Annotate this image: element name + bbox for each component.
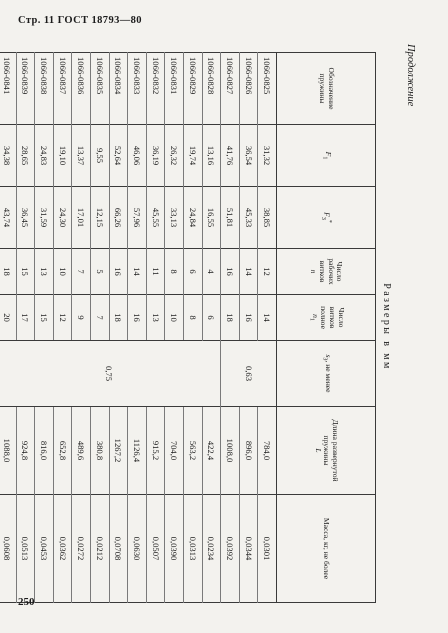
cell-s3-group: 0,63 [221, 341, 277, 407]
cell-name: 1066-0826 [239, 53, 258, 125]
cell-f1: 36,19 [146, 125, 165, 187]
cell-f3: 66,26 [109, 187, 128, 249]
table-row [35, 53, 54, 603]
cell-n: 4 [202, 249, 221, 295]
cell-name: 1066-0831 [165, 53, 184, 125]
table-header-row [277, 53, 376, 603]
cell-n: 7 [72, 249, 91, 295]
cell-n1: 18 [109, 295, 128, 341]
cell-name: 1066-0839 [16, 53, 35, 125]
cell-l: 1267,2 [109, 407, 128, 495]
cell-l: 1008,0 [221, 407, 240, 495]
cell-f3: 36,45 [16, 187, 35, 249]
cell-l: 422,4 [202, 407, 221, 495]
cell-l: 652,8 [53, 407, 72, 495]
cell-l: 784,0 [258, 407, 277, 495]
cell-f3: 33,13 [165, 187, 184, 249]
col-header-s3: $s_3$, не менее [277, 341, 376, 407]
cell-l: 489,6 [72, 407, 91, 495]
page-number: 250 [18, 596, 35, 608]
cell-n: 13 [35, 249, 54, 295]
cell-m: 0,0630 [128, 495, 147, 603]
cell-m: 0,0362 [53, 495, 72, 603]
cell-n: 12 [258, 249, 277, 295]
cell-n: 14 [239, 249, 258, 295]
cell-l: 563,2 [184, 407, 203, 495]
cell-n1: 16 [128, 295, 147, 341]
table-row [202, 53, 221, 603]
cell-f3: 17,01 [72, 187, 91, 249]
table-row [128, 53, 147, 603]
col-header-f3: $F_3^*$ [277, 187, 376, 249]
cell-n1: 16 [239, 295, 258, 341]
cell-f1: 19,10 [53, 125, 72, 187]
cell-n1: 12 [53, 295, 72, 341]
table-body [0, 53, 277, 603]
table-row [91, 53, 110, 603]
table-row [258, 53, 277, 603]
cell-m: 0,0513 [16, 495, 35, 603]
cell-f1: 52,64 [109, 125, 128, 187]
cell-m: 0,0507 [146, 495, 165, 603]
cell-n1: 9 [72, 295, 91, 341]
table-row [239, 53, 258, 603]
cell-l: 896,0 [239, 407, 258, 495]
cell-name: 1066-0837 [53, 53, 72, 125]
cell-m: 0,0313 [184, 495, 203, 603]
cell-f3: 12,15 [91, 187, 110, 249]
cell-n1: 13 [146, 295, 165, 341]
col-header-mass: Масса, кг, не более [277, 495, 376, 603]
cell-f1: 41,76 [221, 125, 240, 187]
col-header-name: Обозначение пружины [277, 53, 376, 125]
cell-f3: 24,84 [184, 187, 203, 249]
cell-m: 0,0234 [202, 495, 221, 603]
cell-n: 10 [53, 249, 72, 295]
cell-f1: 36,54 [239, 125, 258, 187]
cell-l: 1126,4 [128, 407, 147, 495]
cell-n: 15 [16, 249, 35, 295]
cell-f3: 31,59 [35, 187, 54, 249]
cell-m: 0,0608 [0, 495, 16, 603]
table-row [109, 53, 128, 603]
table-row [53, 53, 72, 603]
cell-n: 11 [146, 249, 165, 295]
cell-f1: 28,65 [16, 125, 35, 187]
cell-f3: 43,74 [0, 187, 16, 249]
cell-f1: 34,38 [0, 125, 16, 187]
cell-n: 16 [221, 249, 240, 295]
table-row [184, 53, 203, 603]
cell-f1: 19,74 [184, 125, 203, 187]
cell-name: 1066-0827 [221, 53, 240, 125]
cell-f1: 13,37 [72, 125, 91, 187]
cell-l: 380,8 [91, 407, 110, 495]
cell-m: 0,0390 [165, 495, 184, 603]
cell-f3: 24,30 [53, 187, 72, 249]
table-row [146, 53, 165, 603]
col-header-f1: $F_1$ [277, 125, 376, 187]
cell-n1: 8 [184, 295, 203, 341]
cell-name: 1066-0828 [202, 53, 221, 125]
table-subtitle: Размеры в мм [381, 283, 392, 371]
spring-dimensions-table [0, 52, 376, 603]
cell-n1: 14 [258, 295, 277, 341]
cell-n1: 15 [35, 295, 54, 341]
cell-name: 1066-0838 [35, 53, 54, 125]
cell-s3-group: 0,75 [0, 341, 221, 407]
cell-f3: 38,85 [258, 187, 277, 249]
cell-f3: 51,81 [221, 187, 240, 249]
col-header-length: Длина развернутой пружины L [277, 407, 376, 495]
cell-m: 0,0708 [109, 495, 128, 603]
cell-name: 1066-0836 [72, 53, 91, 125]
continuation-label: Продолжение [405, 44, 416, 107]
cell-name: 1066-0841 [0, 53, 16, 125]
cell-n: 5 [91, 249, 110, 295]
cell-m: 0,0301 [258, 495, 277, 603]
cell-f1: 31,32 [258, 125, 277, 187]
cell-f1: 24,83 [35, 125, 54, 187]
col-header-working-coils: Число рабочих витков n [277, 249, 376, 295]
page-header: Стр. 11 ГОСТ 18793—80 [18, 15, 142, 26]
cell-f3: 45,33 [239, 187, 258, 249]
cell-name: 1066-0835 [91, 53, 110, 125]
cell-m: 0,0212 [91, 495, 110, 603]
cell-n: 14 [128, 249, 147, 295]
cell-n: 6 [184, 249, 203, 295]
cell-f3: 57,96 [128, 187, 147, 249]
cell-n: 18 [0, 249, 16, 295]
cell-n1: 17 [16, 295, 35, 341]
table-row [72, 53, 91, 603]
cell-m: 0,0453 [35, 495, 54, 603]
table-row [221, 53, 240, 603]
cell-m: 0,0392 [221, 495, 240, 603]
table-row [0, 53, 16, 603]
cell-name: 1066-0833 [128, 53, 147, 125]
cell-n1: 18 [221, 295, 240, 341]
cell-f1: 46,06 [128, 125, 147, 187]
cell-l: 816,0 [35, 407, 54, 495]
cell-f1: 9,55 [91, 125, 110, 187]
cell-l: 1088,0 [0, 407, 16, 495]
cell-m: 0,0344 [239, 495, 258, 603]
col-header-total-coils: Число витков полное $n_1$ [277, 295, 376, 341]
cell-n1: 6 [202, 295, 221, 341]
cell-m: 0,0272 [72, 495, 91, 603]
table-row [165, 53, 184, 603]
cell-n: 16 [109, 249, 128, 295]
cell-name: 1066-0834 [109, 53, 128, 125]
cell-name: 1066-0832 [146, 53, 165, 125]
cell-l: 915,2 [146, 407, 165, 495]
cell-name: 1066-0829 [184, 53, 203, 125]
table-row [16, 53, 35, 603]
cell-n1: 20 [0, 295, 16, 341]
cell-f1: 13,16 [202, 125, 221, 187]
cell-l: 924,8 [16, 407, 35, 495]
cell-n: 8 [165, 249, 184, 295]
cell-f3: 16,55 [202, 187, 221, 249]
cell-f3: 45,55 [146, 187, 165, 249]
cell-n1: 10 [165, 295, 184, 341]
cell-l: 704,0 [165, 407, 184, 495]
cell-name: 1066-0825 [258, 53, 277, 125]
cell-f1: 26,32 [165, 125, 184, 187]
cell-n1: 7 [91, 295, 110, 341]
